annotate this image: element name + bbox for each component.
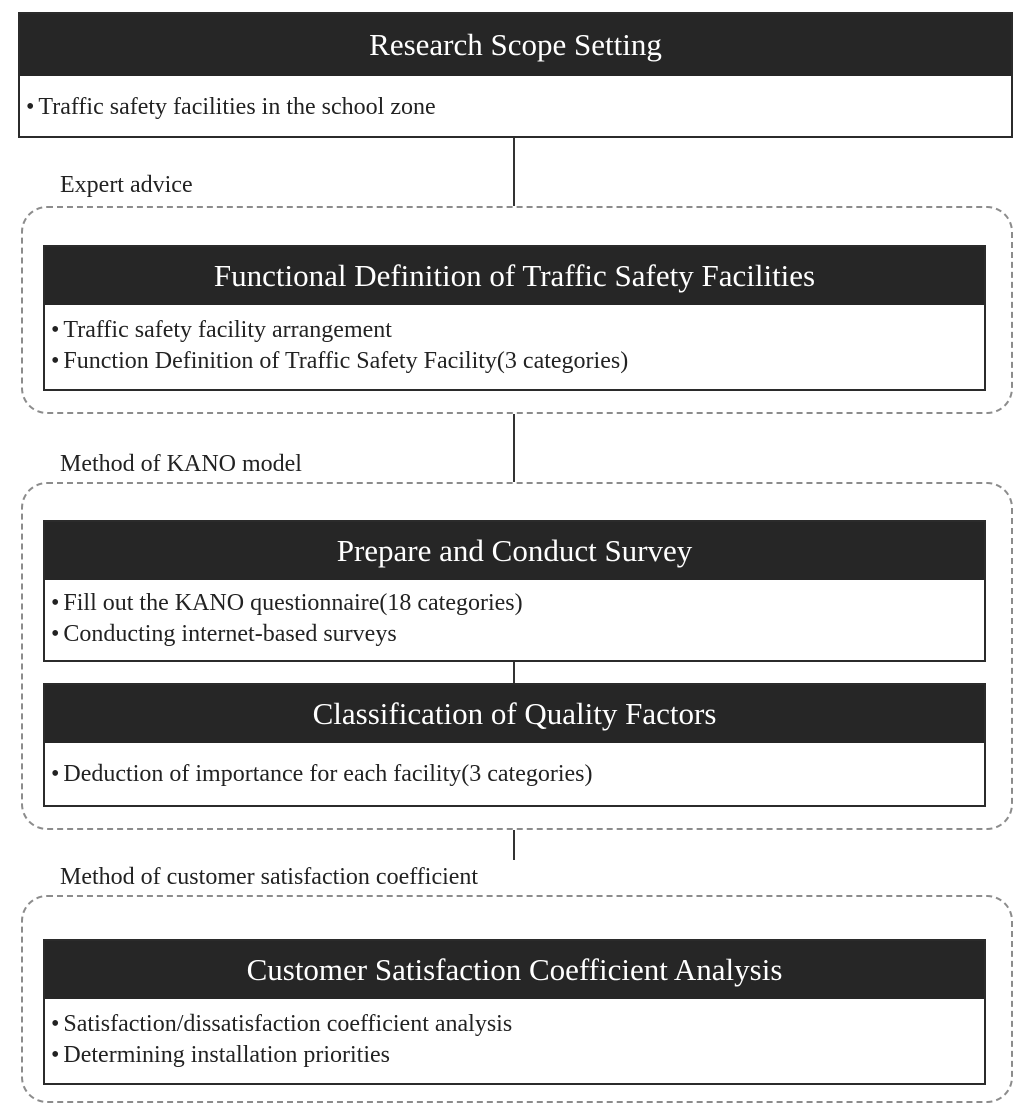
stage-title: Classification of Quality Factors [45,685,984,743]
stage-item: • Determining installation priorities [51,1040,984,1071]
stage-satisfaction-analysis [43,939,986,1085]
stage-title: Prepare and Conduct Survey [45,522,984,580]
stage-item: • Deduction of importance for each facility(3 categories) [51,759,984,790]
stage-classification [43,683,986,807]
group-caption: Method of customer satisfaction coefficient [60,864,479,890]
stage-item: • Fill out the KANO questionnaire(18 categories) [51,588,984,619]
stage-title: Research Scope Setting [20,14,1011,76]
connector-line [513,414,515,482]
group-caption: Expert advice [60,172,193,198]
stage-item: • Function Definition of Traffic Safety Facility(3 categories) [51,346,984,377]
stage-title: Functional Definition of Traffic Safety Facilities [45,247,984,305]
stage-item: • Conducting internet-based surveys [51,619,984,650]
stage-item: • Traffic safety facility arrangement [51,315,984,346]
connector-line [513,830,515,860]
stage-item: • Satisfaction/dissatisfaction coefficient analysis [51,1009,984,1040]
group-caption: Method of KANO model [60,451,302,477]
stage-functional-definition [43,245,986,391]
connector-line [513,138,515,206]
stage-title: Customer Satisfaction Coefficient Analysis [45,941,984,999]
stage-prepare-survey [43,520,986,662]
stage-research-scope [18,12,1013,138]
stage-item: • Traffic safety facilities in the school zone [26,92,1011,123]
